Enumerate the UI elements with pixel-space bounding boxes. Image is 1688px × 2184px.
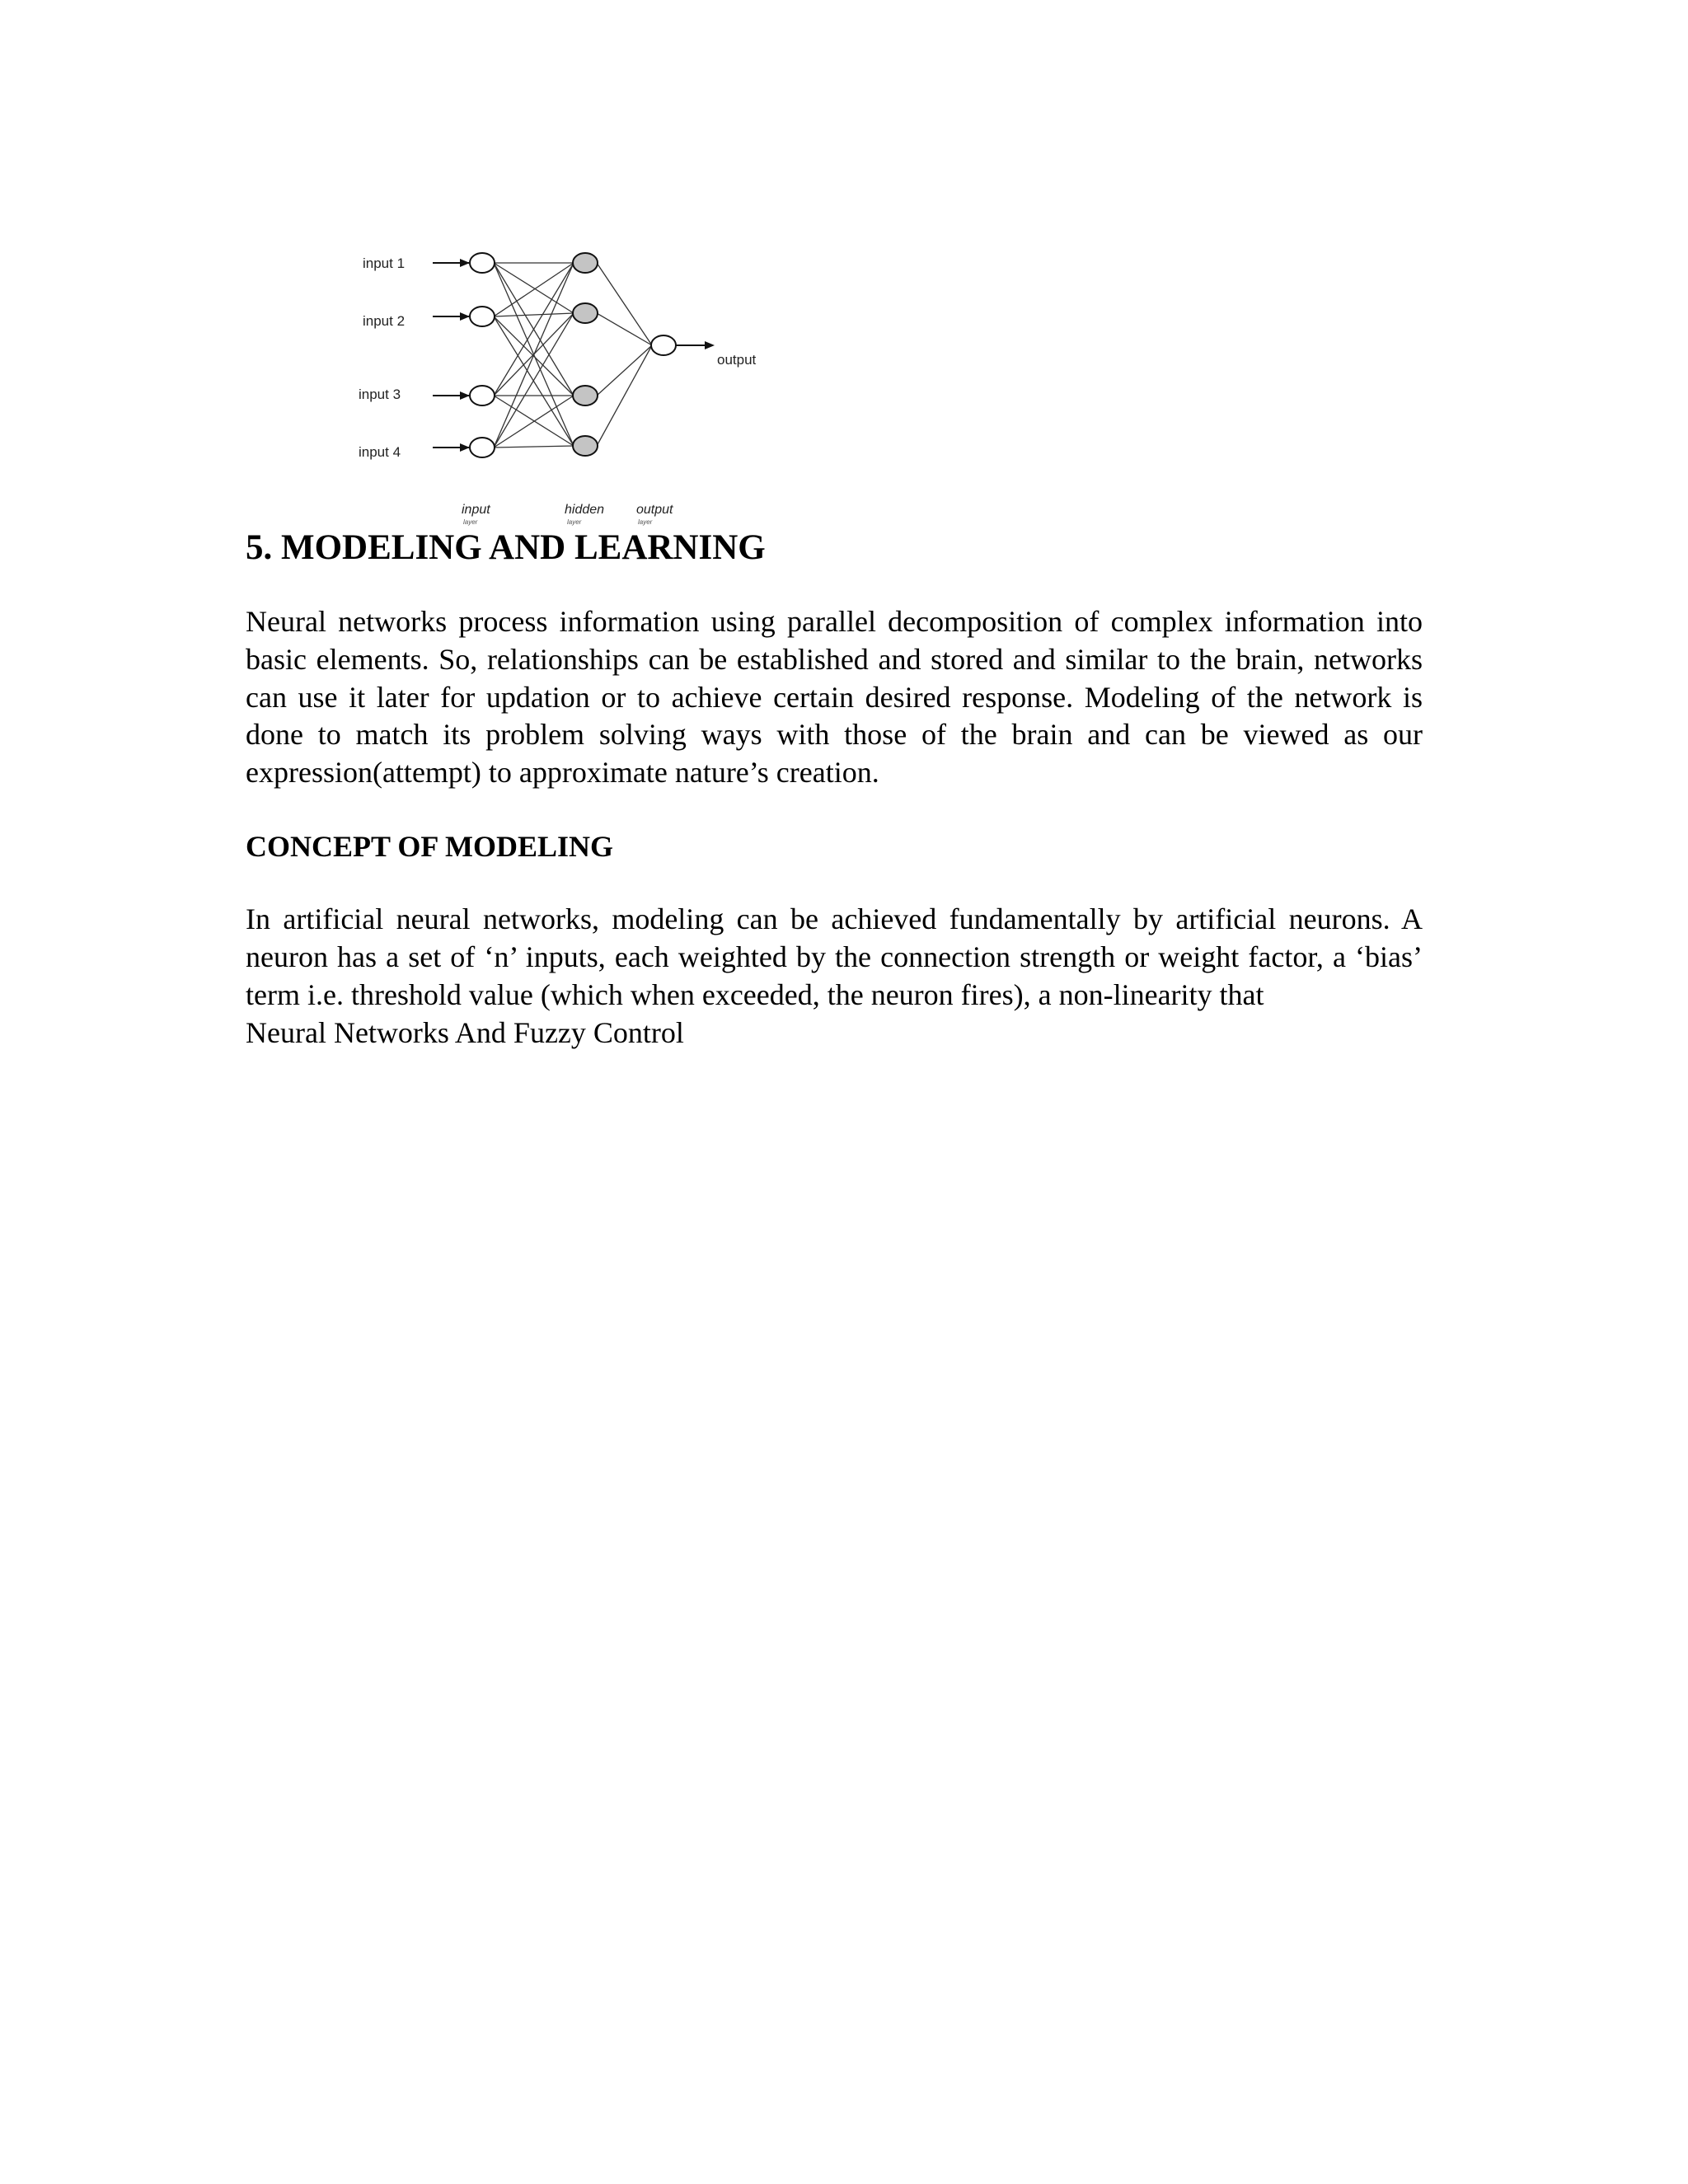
- hidden-layer-sublabel: layer: [567, 518, 582, 526]
- section-paragraph: Neural networks process information using parallel decomposition of complex information into basic elements. So, relationships can be established and stored and similar to the brain, networks can use it later for updation or to achieve certain desired response. Modeling of the network is done to match its problem solving ways with those of the brain and can be viewed as our expression(attempt) to approximate nature’s creation.: [246, 605, 1423, 790]
- edge-hidden2-output: [597, 313, 652, 345]
- hidden-node-1: [573, 253, 598, 273]
- input-node-4: [470, 438, 495, 457]
- input-node-3: [470, 386, 495, 405]
- edge-hidden1-output: [597, 263, 652, 345]
- input-node-1: [470, 253, 495, 273]
- output-node: [651, 335, 676, 355]
- input-layer-label: input: [462, 503, 490, 517]
- input-4-label: input 4: [359, 444, 401, 460]
- output-label: output: [717, 352, 757, 368]
- input-4-arrowhead: [460, 443, 470, 452]
- hidden-node-2: [573, 303, 598, 323]
- connection-edges: [494, 263, 652, 448]
- input-node-2: [470, 307, 495, 326]
- footer-text: Neural Networks And Fuzzy Control: [246, 1016, 684, 1050]
- edge-input2-hidden2: [494, 313, 574, 316]
- network-nodes: [470, 253, 676, 457]
- input-2-label: input 2: [363, 313, 406, 329]
- input-3-arrowhead: [460, 391, 470, 400]
- output-layer-sublabel: layer: [638, 518, 653, 526]
- edge-hidden4-output: [597, 345, 652, 446]
- input-3-label: input 3: [359, 387, 401, 402]
- input-2-arrowhead: [460, 312, 470, 321]
- text-content: [246, 527, 1423, 1052]
- hidden-node-4: [573, 436, 598, 456]
- neural-network-diagram: [346, 235, 808, 533]
- edge-input4-hidden4: [494, 446, 574, 448]
- hidden-node-3: [573, 386, 598, 405]
- output-layer-label: output: [636, 503, 673, 517]
- hidden-layer-label: hidden: [565, 503, 605, 517]
- input-layer-sublabel: layer: [463, 518, 478, 526]
- input-1-arrowhead: [460, 259, 470, 267]
- output-arrowhead: [705, 341, 715, 349]
- subsection-paragraph: In artificial neural networks, modeling can be achieved fundamentally by artificial neurons. A neuron has a set of ‘n’ inputs, each weighted by the connection strength or weight factor, a ‘bias’ term i.e. threshold value (which when exceeded, the neuron fires), a non-linearity that: [246, 902, 1423, 1011]
- subsection-heading: CONCEPT OF MODELING: [246, 829, 614, 863]
- input-1-label: input 1: [363, 255, 406, 271]
- input-arrows: [433, 259, 715, 452]
- edge-hidden3-output: [597, 345, 652, 396]
- section-heading: 5. MODELING AND LEARNING: [246, 528, 766, 567]
